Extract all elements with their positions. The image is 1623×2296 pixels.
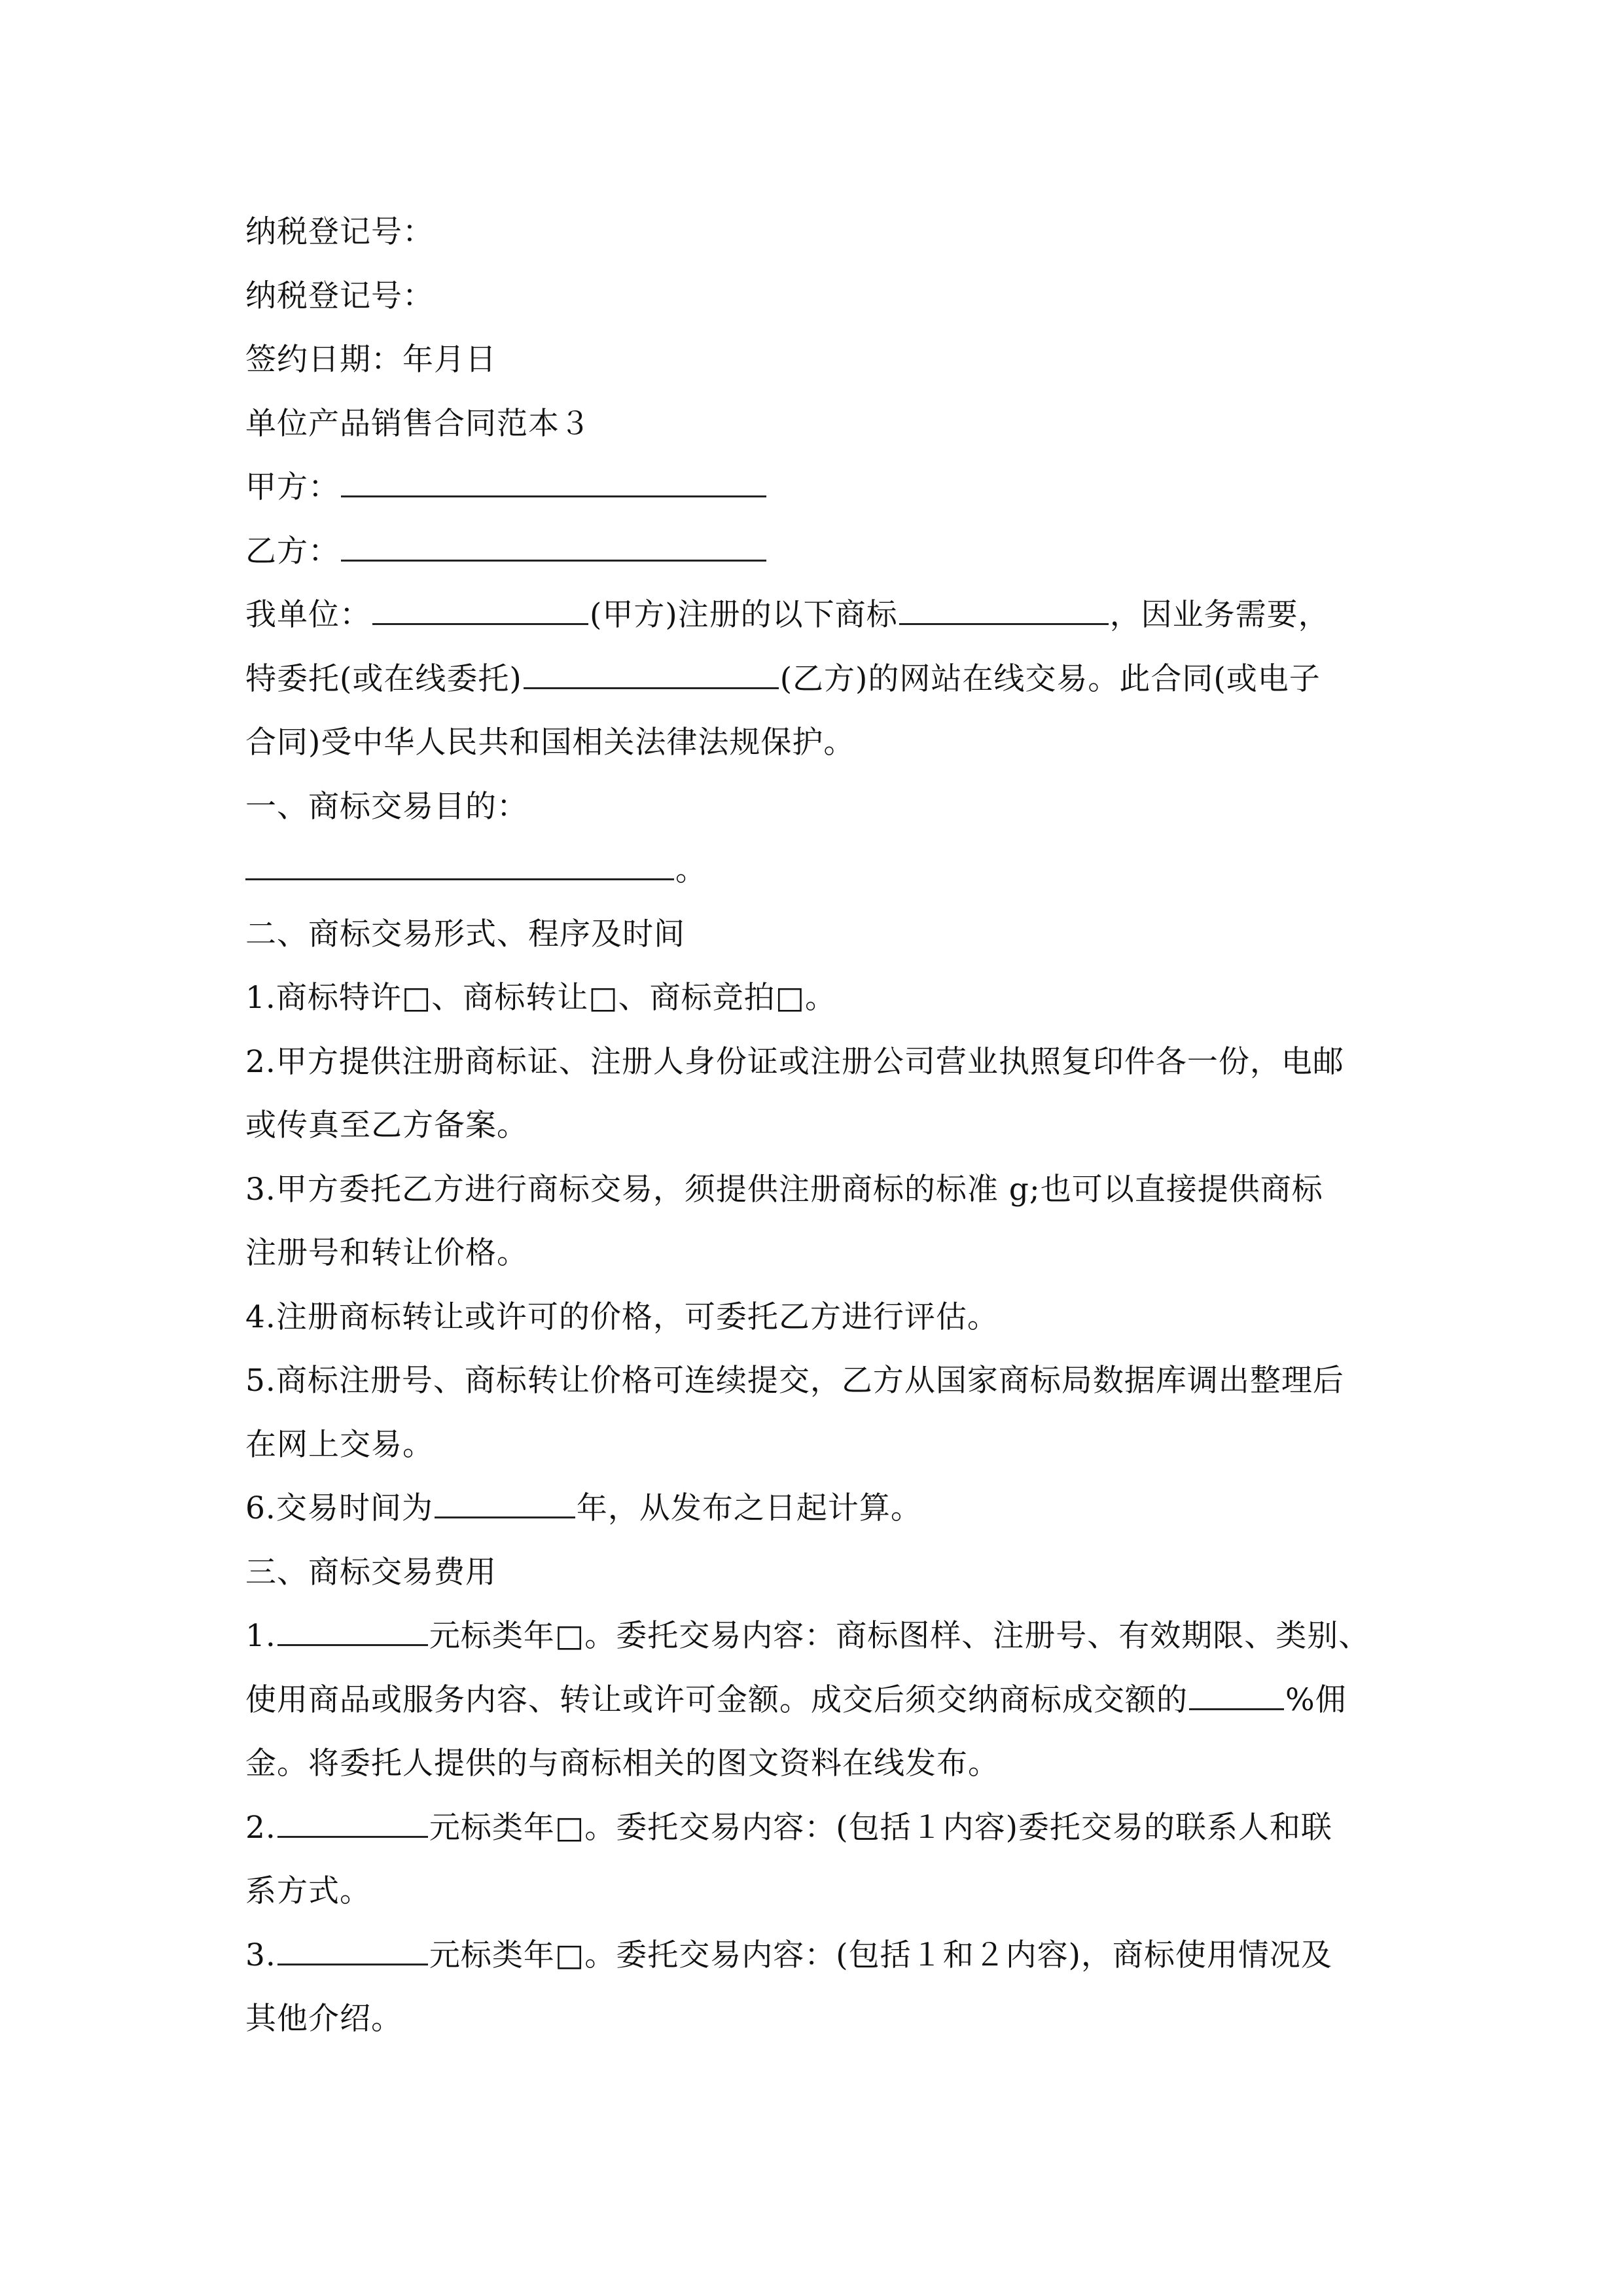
- item-2-4: [245, 1285, 1378, 1350]
- item-3-1: [245, 1604, 1378, 1668]
- item-text: 在网上交易。: [245, 1426, 434, 1463]
- text-segment: 特委托(或在线委托): [245, 660, 522, 697]
- text-segment: 。: [675, 852, 707, 888]
- item-text: 元标类年□。委托交易内容：(包括１内容)委托交易的联系人和联: [429, 1809, 1332, 1846]
- item-3-1-cont: [245, 1668, 1378, 1732]
- item-text: 其他介绍。: [245, 2001, 402, 2037]
- party-a-name-blank: [372, 593, 588, 625]
- section-title-contract-3: [245, 392, 1378, 456]
- paragraph-line-7: [245, 583, 1378, 647]
- text-segment: ，因业务需要，: [1109, 597, 1330, 633]
- party-b-name-blank: [524, 657, 779, 689]
- fee-blank-2: [277, 1806, 428, 1838]
- item-2-5-cont: [245, 1413, 1378, 1477]
- heading-text: 三、商标交易费用: [245, 1554, 497, 1590]
- item-text: 1.商标特许□、商标转让□、商标竞拍□。: [245, 980, 837, 1016]
- item-3-3: [245, 1924, 1378, 1988]
- heading-text: 二、商标交易形式、程序及时间: [245, 916, 685, 952]
- commission-blank: [1189, 1678, 1284, 1710]
- fee-blank-3: [277, 1933, 428, 1965]
- section-heading-1: [245, 775, 1378, 839]
- party-a-line: [245, 456, 1378, 520]
- trademark-blank: [899, 593, 1109, 625]
- purpose-blank: [245, 848, 674, 880]
- item-3-2-cont: [245, 1859, 1378, 1924]
- item-text: 1.: [245, 1618, 276, 1654]
- party-b-blank: [341, 529, 766, 562]
- paragraph-line-9: [245, 711, 1378, 775]
- text-segment: 我单位：: [245, 597, 371, 633]
- item-2-1: [245, 966, 1378, 1030]
- item-text: 或传真至乙方备案。: [245, 1107, 528, 1143]
- text-segment: (乙方)的网站在线交易。此合同(或电子: [779, 660, 1321, 697]
- item-text: 4.注册商标转让或许可的价格，可委托乙方进行评估。: [245, 1299, 999, 1335]
- item-text: 3.甲方委托乙方进行商标交易，须提供注册商标的标准 g;也可以直接提供商标: [245, 1171, 1323, 1208]
- item-2-3-cont: [245, 1221, 1378, 1285]
- item-text: 2.: [245, 1809, 276, 1846]
- item-3-3-cont: [245, 1987, 1378, 2051]
- item-text: 年，从发布之日起计算。: [576, 1490, 922, 1526]
- party-a-blank: [341, 465, 766, 497]
- party-b-label: 乙方：: [245, 533, 340, 569]
- purpose-blank-line: [245, 838, 1378, 903]
- tax-registration-label-2: 纳税登记号：: [245, 278, 434, 314]
- signing-date-label: 签约日期：年月日: [245, 342, 497, 378]
- item-text: 2.甲方提供注册商标证、注册人身份证或注册公司营业执照复印件各一份，电邮: [245, 1043, 1344, 1080]
- tax-registration-line-2: [245, 264, 1378, 329]
- text-segment: (甲方)注册的以下商标: [590, 597, 898, 633]
- tax-registration-label-1: 纳税登记号：: [245, 214, 434, 250]
- item-text: 元标类年□。委托交易内容：(包括１和２内容)，商标使用情况及: [429, 1937, 1332, 1973]
- item-text: 6.交易时间为: [245, 1490, 433, 1526]
- section-heading-2: [245, 903, 1378, 967]
- item-text: 系方式。: [245, 1873, 371, 1909]
- item-text: 元标类年□。委托交易内容：商标图样、注册号、有效期限、类别、: [429, 1618, 1370, 1654]
- item-2-2-cont: [245, 1094, 1378, 1158]
- contract-title: 单位产品销售合同范本３: [245, 405, 591, 442]
- section-heading-3: [245, 1541, 1378, 1605]
- item-text: 注册号和转让价格。: [245, 1235, 528, 1271]
- item-text: 使用商品或服务内容、转让或许可金额。成交后须交纳商标成交额的: [245, 1681, 1188, 1718]
- years-blank: [435, 1486, 575, 1518]
- item-2-3: [245, 1158, 1378, 1222]
- party-b-line: [245, 520, 1378, 584]
- item-text: %佣: [1285, 1681, 1347, 1718]
- contract-document: [245, 200, 1378, 2051]
- paragraph-line-8: [245, 647, 1378, 711]
- signing-date-line: [245, 328, 1378, 392]
- item-3-1-cont-2: [245, 1732, 1378, 1796]
- item-text: 3.: [245, 1937, 276, 1973]
- fee-blank-1: [277, 1614, 428, 1646]
- text-segment: 合同)受中华人民共和国相关法律法规保护。: [245, 725, 855, 761]
- heading-text: 一、商标交易目的：: [245, 788, 528, 825]
- item-text: 5.商标注册号、商标转让价格可连续提交，乙方从国家商标局数据库调出整理后: [245, 1363, 1344, 1399]
- item-2-2: [245, 1030, 1378, 1094]
- item-2-6: [245, 1477, 1378, 1541]
- item-text: 金。将委托人提供的与商标相关的图文资料在线发布。: [245, 1746, 999, 1782]
- party-a-label: 甲方：: [245, 469, 340, 505]
- tax-registration-line-1: [245, 200, 1378, 264]
- item-3-2: [245, 1796, 1378, 1860]
- item-2-5: [245, 1349, 1378, 1413]
